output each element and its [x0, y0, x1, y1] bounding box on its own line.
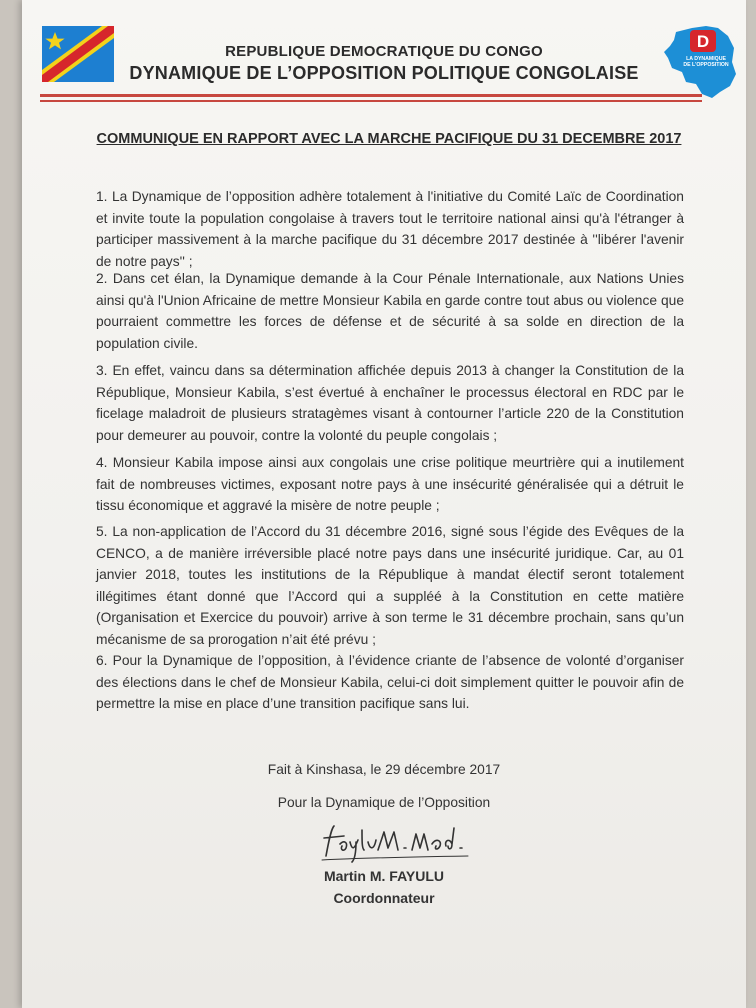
paragraph-5: 5. La non-application de l’Accord du 31 décembre 2016, signé sous l’égide des Evêques de la CENCO, a de manière irréversible placé notre pays dans une insécurité juridique. Car, au 01 janvier 2018, toutes les institutions de la République à mandat électif seront totalement illégitimes étant donné que l’Accord qui a suppléé à la Constitution en cette matière (Organisation et Exercice du pouvoir) arrive à son terme le 31 décembre prochain, sans qu’un mécanisme de sa prorogation n’ait été prévu ;	[96, 524, 684, 647]
svg-text:D: D	[696, 32, 710, 51]
country-name: REPUBLIQUE DEMOCRATIQUE DU CONGO	[225, 43, 543, 60]
signer-name: Martin M. FAYULU	[323, 868, 445, 884]
paragraph-3: 3. En effet, vaincu dans sa détermination affichée depuis 2013 à changer la Constitution de la République, Monsieur Kabila, s’est évertué à enchaîner le processus électoral en RDC par le ficelage maladroit de plusieurs stratagèmes visant à contourner l’article 220 de la Constitution pour demeurer au pouvoir, contre la volonté du peuple congolais ;	[96, 363, 684, 443]
svg-text:DE L'OPPOSITION: DE L'OPPOSITION	[683, 62, 729, 68]
svg-text:LA DYNAMIQUE: LA DYNAMIQUE	[686, 56, 726, 62]
paragraph-4: 4. Monsieur Kabila impose ainsi aux congolais une crise politique meurtrière qui a inutilement fait de nombreuses victimes, exposant notre pays à une insécurité généralisée qui a détruit le tissu économique et aggravé la misère de notre peuple ;	[96, 455, 684, 513]
document-page	[22, 0, 746, 1008]
header-rule-top	[40, 94, 702, 97]
place-date: Fait à Kinshasa, le 29 décembre 2017	[267, 762, 501, 777]
paragraph-2: 2. Dans cet élan, la Dynamique demande à la Cour Pénale Internationale, aux Nations Unies ainsi qu'à l'Union Africaine de mettre Monsieur Kabila en garde contre tout abus ou violence que pourraient commettre les forces de défense et de sécurité à sa solde en direction de la population civile.	[96, 271, 684, 351]
congo-map-logo-icon	[662, 22, 740, 100]
handwritten-signature-icon	[318, 820, 478, 864]
communique-title: COMMUNIQUE EN RAPPORT AVEC LA MARCHE PACIFIQUE DU 31 DECEMBRE 2017	[96, 131, 682, 147]
on-behalf-line: Pour la Dynamique de l’Opposition	[277, 795, 491, 810]
header-rule-bottom	[40, 100, 702, 102]
signer-role: Coordonnateur	[333, 890, 435, 906]
paragraph-6: 6. Pour la Dynamique de l’opposition, à l’évidence criante de l’absence de volonté d’organiser des élections dans le chef de Monsieur Kabila, celui-ci doit simplement quitter le pouvoir afin de permettre la mise en place d’une transition pacifique sans lui.	[96, 653, 684, 711]
organization-name: DYNAMIQUE DE L’OPPOSITION POLITIQUE CONGOLAISE	[129, 63, 639, 83]
paragraph-1: 1. La Dynamique de l’opposition adhère totalement à l'initiative du Comité Laïc de Coordination et invite toute la population congolaise à travers tout le territoire national ainsi qu'à l'étranger à participer massivement à la marche pacifique du 31 décembre 2017 destinée à ''libérer l'avenir de notre pays'' ;	[96, 189, 684, 269]
